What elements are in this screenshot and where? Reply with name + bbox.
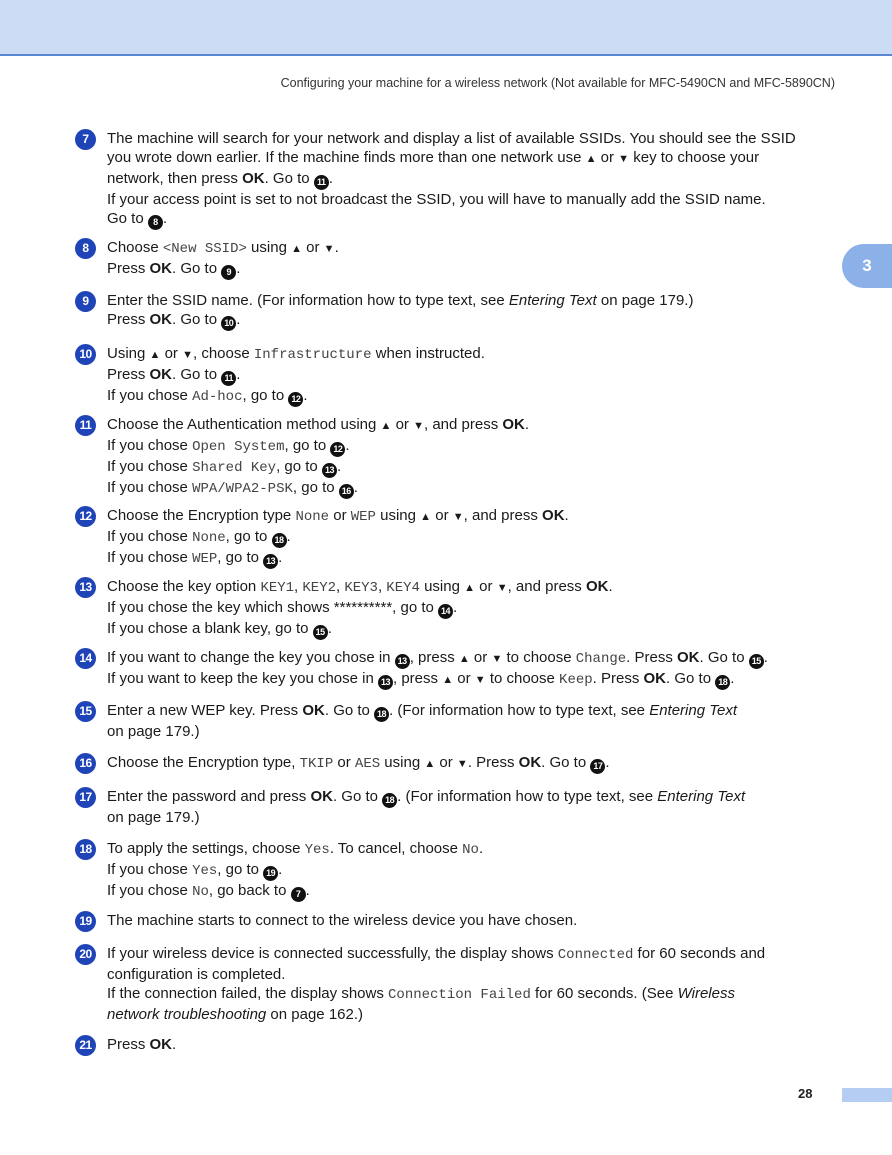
up-arrow-icon: ▲ [149,349,161,361]
text-run: Press [107,311,150,328]
text-run: If you want to change the key you chose in [107,649,395,666]
text-run: , go to [292,479,339,496]
step-reference-icon: 7 [291,887,306,902]
cross-reference: Wireless [677,985,735,1002]
step-number-bullet: 10 [75,344,96,365]
text-run: . [605,754,610,771]
step-item [75,506,845,569]
step-item [75,129,845,230]
step-reference-icon: 9 [221,265,236,280]
step-number-bullet: 11 [75,415,96,436]
up-arrow-icon: ▲ [380,420,392,432]
up-arrow-icon: ▲ [424,758,436,770]
text-run: for 60 seconds. (See [530,985,678,1002]
text-run: If you chose [107,528,193,545]
text-run: Enter a new WEP key. Press [107,702,303,719]
step-number-bullet: 19 [75,911,96,932]
text-line [107,190,845,209]
text-line [107,753,845,774]
text-run: , go back to [208,882,291,899]
text-run: on page 162.) [266,1006,364,1023]
down-arrow-icon: ▼ [413,420,424,432]
step-reference-icon: 13 [395,654,410,669]
text-line [107,722,845,741]
text-line [107,457,845,478]
text-line [107,577,845,598]
text-run: , press [409,649,459,666]
display-text: Change [575,651,627,667]
text-run: If your access point is set to not broadcast the SSID, you will have to manually add the SSID name. [107,191,766,208]
text-line [107,478,845,499]
step-item [75,944,845,1024]
chapter-tab[interactable]: 3 [842,244,892,288]
display-text: KEY4 [386,580,420,596]
step-text [107,344,845,407]
step-item [75,701,845,741]
step-reference-icon: 19 [263,866,278,881]
text-line [107,415,845,436]
text-run: or [391,416,414,433]
text-run: . [236,366,241,383]
cross-reference: Entering Text [649,702,738,719]
step-reference-icon: 18 [715,675,730,690]
display-text: Keep [559,672,593,688]
text-run: , go to [217,861,264,878]
text-run: . Press [467,754,519,771]
text-run: . [353,479,358,496]
text-run: Go to [107,210,148,227]
step-item [75,1035,845,1054]
bold-key-label: OK [149,311,173,328]
text-run: . [305,882,310,899]
text-run: using [375,507,421,524]
text-run: or [329,507,351,524]
up-arrow-icon: ▲ [585,153,597,165]
step-text [107,701,845,741]
display-text: Yes [304,842,330,858]
text-run: . [236,311,241,328]
text-line [107,436,845,457]
text-run: . [334,239,339,256]
bold-key-label: OK [310,788,333,805]
text-run: . Go to [332,788,383,805]
text-line [107,310,845,331]
text-run: on page 179.) [107,723,200,740]
text-line [107,860,845,881]
text-run: on page 179.) [107,809,200,826]
step-item [75,291,845,331]
text-line [107,386,845,407]
display-text: AES [354,756,381,772]
text-line [107,148,845,169]
text-run: using [419,578,465,595]
display-text: No [192,884,209,900]
text-line [107,881,845,902]
step-text [107,787,845,827]
text-run: . Go to [666,670,716,687]
text-line [107,984,845,1005]
text-run: . Go to [699,649,749,666]
display-text: Connection Failed [388,987,531,1003]
text-run: . Go to [172,260,222,277]
up-arrow-icon: ▲ [420,511,432,523]
display-text: WEP [350,509,376,525]
text-run: for 60 seconds and [633,945,766,962]
text-run: . Go to [172,366,222,383]
text-run: . (For information how to type text, see [389,702,650,719]
text-run: , [294,578,303,595]
text-run: or [160,345,183,362]
display-text: Connected [557,947,634,963]
text-run: , [377,578,387,595]
step-number-bullet: 17 [75,787,96,808]
text-run: or [301,239,324,256]
step-number-bullet: 13 [75,577,96,598]
display-text: TKIP [299,756,334,772]
text-run: If you chose [107,882,193,899]
display-text: WPA/WPA2-PSK [192,481,293,497]
text-run: or [475,578,497,595]
step-reference-icon: 16 [339,484,354,499]
text-run: If you chose a blank key, go to [107,620,313,637]
step-number-bullet: 7 [75,129,96,150]
text-run: Choose the Encryption type [107,507,296,524]
text-run: If you chose [107,387,193,404]
display-text: WEP [192,551,218,567]
text-line [107,209,845,230]
text-run: using [380,754,425,771]
step-reference-icon: 11 [314,175,329,190]
text-run: If you chose [107,861,193,878]
text-line [107,291,845,310]
text-run: , press [393,670,443,687]
text-run: Choose the Authentication method using [107,416,381,433]
text-run: . [303,387,308,404]
down-arrow-icon: ▼ [474,674,486,686]
step-number-bullet: 8 [75,238,96,259]
text-run: If you chose [107,437,193,454]
text-run: If the connection failed, the display shows [107,985,389,1002]
down-arrow-icon: ▼ [323,243,335,255]
text-run: or [596,149,619,166]
down-arrow-icon: ▼ [182,349,193,361]
step-reference-icon: 13 [322,463,337,478]
step-item [75,911,845,930]
page-number: 28 [798,1086,813,1101]
text-line [107,506,845,527]
text-line [107,169,845,190]
up-arrow-icon: ▲ [442,674,454,686]
text-run: If you chose [107,458,193,475]
step-text [107,291,845,331]
step-number-bullet: 14 [75,648,96,669]
step-reference-icon: 15 [749,654,764,669]
bold-key-label: OK [149,366,173,383]
text-run: . [564,507,569,524]
text-run: Choose the Encryption type, [107,754,300,771]
step-item [75,238,845,280]
text-run: If you chose [107,479,193,496]
down-arrow-icon: ▼ [456,758,468,770]
step-text [107,577,845,640]
step-text [107,1035,845,1054]
text-run: If your wireless device is connected successfully, the display shows [107,945,558,962]
text-run: , and press [424,416,503,433]
down-arrow-icon: ▼ [491,653,503,665]
step-text [107,911,845,930]
step-text [107,129,845,230]
text-run: Choose [107,239,163,256]
bold-key-label: OK [542,507,565,524]
step-reference-icon: 12 [288,392,303,407]
text-line [107,787,845,808]
text-run: . [345,437,350,454]
text-run: Press [107,260,150,277]
text-run: The machine will search for your network and display a list of available SSIDs. You should see the SSID [107,130,796,147]
text-line [107,1035,845,1054]
text-run: If you want to keep the key you chose in [107,670,378,687]
display-text: KEY2 [302,580,336,596]
text-run: or [469,649,492,666]
step-text [107,238,845,280]
display-text: None [295,509,330,525]
cross-reference: Entering Text [657,788,746,805]
text-line [107,619,845,640]
text-run: . Press [592,670,644,687]
bold-key-label: OK [149,260,173,277]
text-run: Enter the password and press [107,788,311,805]
step-reference-icon: 11 [221,371,236,386]
text-run: . [763,649,768,666]
step-reference-icon: 18 [374,707,389,722]
text-line [107,344,845,365]
step-item [75,839,845,902]
text-line [107,808,845,827]
step-text [107,753,845,774]
text-run: , [336,578,345,595]
step-reference-icon: 18 [382,793,397,808]
display-text: KEY1 [260,580,295,596]
text-run: or [431,507,453,524]
display-text: KEY3 [344,580,378,596]
bold-key-label: OK [149,1036,173,1053]
text-run: To apply the settings, choose [107,840,305,857]
step-number-bullet: 9 [75,291,96,312]
step-text [107,839,845,902]
bold-key-label: OK [502,416,525,433]
step-number-bullet: 18 [75,839,96,860]
cross-reference: network troubleshooting [107,1006,267,1023]
display-text: Yes [192,863,218,879]
text-run: configuration is completed. [107,966,286,983]
text-run: . Press [626,649,678,666]
display-text: Shared Key [192,460,277,476]
text-run: If you chose [107,549,193,566]
text-run: . [730,670,735,687]
step-item [75,415,845,499]
text-run: . Go to [324,702,375,719]
text-run: . [236,260,241,277]
text-run: . [162,210,168,227]
step-reference-icon: 13 [378,675,393,690]
text-run: , go to [242,387,289,404]
text-run: , go to [284,437,331,454]
text-line [107,238,845,259]
step-item [75,787,845,827]
step-item [75,344,845,407]
step-reference-icon: 10 [221,316,236,331]
step-text [107,648,845,690]
text-run: , go to [217,549,264,566]
text-run: If you chose the key which shows **********, go to [107,599,439,616]
display-text: No [462,842,479,858]
bold-key-label: OK [677,649,700,666]
display-text: None [192,530,226,546]
text-run: network, then press [107,170,243,187]
text-run: . [328,170,333,187]
text-line [107,129,845,148]
text-run: Press [107,1036,150,1053]
step-number-bullet: 12 [75,506,96,527]
page-number-bar [842,1088,892,1102]
bold-key-label: OK [302,702,325,719]
step-text [107,415,845,499]
text-run: or [453,670,475,687]
running-head: Configuring your machine for a wireless network (Not available for MFC-5490CN and MFC-5890CN) [280,76,835,90]
step-text [107,944,845,1024]
text-run: . [453,599,458,616]
text-line [107,965,845,984]
text-run: or [333,754,355,771]
text-run: . [478,840,484,857]
step-number-bullet: 21 [75,1035,96,1056]
step-reference-icon: 18 [272,533,287,548]
display-text: Infrastructure [253,347,372,363]
step-reference-icon: 8 [148,215,163,230]
step-item [75,648,845,690]
step-item [75,577,845,640]
text-line [107,548,845,569]
text-run: . [608,578,613,595]
text-run: The machine starts to connect to the wireless device you have chosen. [107,912,578,929]
text-line [107,259,845,280]
display-text: Open System [192,439,285,455]
display-text: <New SSID> [162,241,247,257]
text-line [107,669,845,690]
text-run: Enter the SSID name. (For information how to type text, see [107,292,509,309]
step-number-bullet: 16 [75,753,96,774]
text-run: , and press [463,507,543,524]
text-run: . [172,1036,177,1053]
text-run: Choose the key option [107,578,261,595]
up-arrow-icon: ▲ [291,243,302,255]
text-run: . [524,416,530,433]
bold-key-label: OK [585,578,609,595]
text-run: Press [107,366,150,383]
text-run: using [246,239,292,256]
text-run: . [278,549,283,566]
step-number-bullet: 20 [75,944,96,965]
step-text [107,506,845,569]
text-line [107,701,845,722]
step-reference-icon: 14 [438,604,453,619]
text-run: . Go to [541,754,591,771]
text-run: to choose [502,649,576,666]
text-run: . Go to [172,311,222,328]
down-arrow-icon: ▼ [618,153,630,165]
cross-reference: Entering Text [508,292,597,309]
text-run: . To cancel, choose [329,840,463,857]
text-run: when instructed. [371,345,485,362]
text-run: , and press [507,578,586,595]
text-run: Using [107,345,150,362]
step-item [75,753,845,774]
text-run: , go to [225,528,272,545]
text-line [107,527,845,548]
text-run: you wrote down earlier. If the machine finds more than one network use [107,149,586,166]
text-run: . [336,458,342,475]
text-run: . [286,528,291,545]
up-arrow-icon: ▲ [464,582,475,594]
text-run: , choose [193,345,254,362]
step-reference-icon: 12 [330,442,345,457]
down-arrow-icon: ▼ [452,511,464,523]
bold-key-label: OK [242,170,265,187]
text-run: . Go to [264,170,314,187]
step-reference-icon: 15 [313,625,328,640]
text-line [107,911,845,930]
step-number-bullet: 15 [75,701,96,722]
text-run: key to choose your [629,149,760,166]
text-run: or [435,754,457,771]
bold-key-label: OK [518,754,542,771]
step-reference-icon: 13 [263,554,278,569]
text-run: . [278,861,283,878]
down-arrow-icon: ▼ [496,582,508,594]
step-reference-icon: 17 [590,759,605,774]
text-line [107,598,845,619]
text-run: on page 179.) [596,292,694,309]
up-arrow-icon: ▲ [458,653,470,665]
text-run: . (For information how to type text, see [397,788,658,805]
text-run: . [327,620,332,637]
text-line [107,839,845,860]
text-line [107,648,845,669]
text-line [107,1005,845,1024]
text-line [107,365,845,386]
display-text: Ad-hoc [192,389,243,405]
bold-key-label: OK [643,670,667,687]
text-run: to choose [485,670,560,687]
text-run: , go to [276,458,322,475]
text-line [107,944,845,965]
